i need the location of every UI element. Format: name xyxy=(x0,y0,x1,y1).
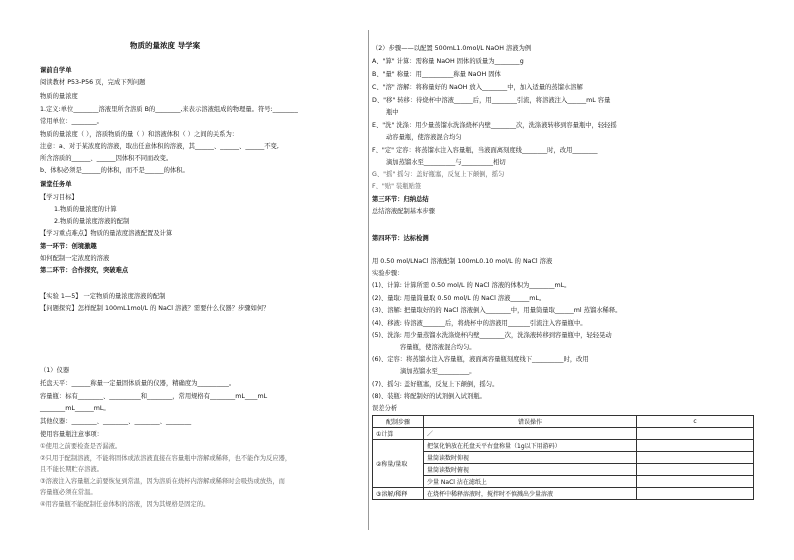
note-a: 注意：a、对于某浓度的溶液，取出任意体积的溶液，其______、______、______不变, xyxy=(40,143,279,150)
link-1-question: 如何配制一定浓度的溶液 xyxy=(40,255,110,262)
test-step-6: (6)、定容：将蒸馏水注入容量瓶，液面离容量瓶刻度线下__________时，改用 xyxy=(372,356,589,363)
page-title: 物质的量浓度 导学案 xyxy=(130,41,201,50)
column-divider xyxy=(368,30,369,530)
step-c: C、"溶" 溶解：将称量好的 NaOH 放入________中，加入适量的蒸馏水溶解 xyxy=(372,84,583,91)
goal-item-1: 1.物质的量浓度的计算 xyxy=(54,206,117,213)
step-e-cont: 动容量瓶，使溶液混合均匀 xyxy=(386,134,462,141)
test-step-8: (8)、装瓶: 将配制好的试剂倒入试剂瓶。 xyxy=(372,393,486,400)
row-c-cell xyxy=(637,464,754,476)
balance-line: 托盘天平：______称量一定量固体质量的仪器，精确度为__________。 xyxy=(40,380,236,387)
pre-class-heading: 课前自学单 xyxy=(40,67,72,74)
row-operation-cell: 量筒读数时俯视 xyxy=(424,464,637,476)
test-task: 用 0.50 mol/LNaCl 溶液配制 100mL0.10 mol/L 的 NaCl 溶液 xyxy=(372,258,553,265)
definition-line: 1.定义:单位________溶液里所含溶质 B的________,来表示溶液组成的物理量。符号:________ xyxy=(40,106,298,113)
step-f-cont: 滴加蒸馏水至__________与__________相切 xyxy=(386,159,506,166)
link-3-text: 总结溶液配制基本步骤 xyxy=(372,208,435,215)
row-c-cell xyxy=(637,440,754,452)
notice-2-cont: 且不能长期贮存溶液。 xyxy=(40,466,103,473)
error-analysis-table xyxy=(372,415,754,500)
row-step-cell: ③溶解/稀释 xyxy=(373,488,424,500)
notice-3: ③溶液注入容量瓶之前要恢复到常温，因为溶质在烧杯内溶解或稀释时会吸热或放热，而 xyxy=(40,478,285,485)
step-a: A、"算" 计算：需称量 NaOH 固体的质量为________g xyxy=(372,58,524,65)
table-row xyxy=(373,452,754,464)
step-d: D、"移" 转移：待烧杯中溶液______后，用________引流，将溶液注入______mL 容量 xyxy=(372,97,611,104)
task-heading: 课堂任务单 xyxy=(40,181,72,188)
notice-4: ④用容量瓶不能配制任意体积的溶液，因为其规格是固定的。 xyxy=(40,501,210,508)
steps-heading: （2）步骤——以配置 500mL1.0mol/L NaOH 溶液为例 xyxy=(372,45,532,52)
relation-line: 物质的量浓度（ ），溶质物质的量（ ）和溶液体积（ ）之间的关系为： xyxy=(40,131,239,138)
section-link-2: 第二环节：合作探究，突破难点 xyxy=(40,267,129,274)
step-f: F、"定" 定容：将蒸馏水注入容量瓶，当液面离刻度线________时，改用________ xyxy=(372,147,598,154)
key-point: 【学习重点难点】物质的量浓度溶液配置及计算 xyxy=(40,230,173,237)
experiment-question: 【问题探究】怎样配制 100mL1mol/L 的 NaCl 溶液？需要什么仪器？步骤如何？ xyxy=(40,305,270,312)
row-c-cell xyxy=(637,488,754,500)
header-step: 配制步骤 xyxy=(373,416,424,428)
goal-heading: 【学习目标】 xyxy=(40,194,78,201)
row-operation-cell: 量筒读数时仰视 xyxy=(424,452,637,464)
table-row xyxy=(373,428,754,440)
table-row xyxy=(373,440,754,452)
test-steps-heading: 实验步骤： xyxy=(372,270,404,277)
test-step-2: (2)、量取: 用量筒量取 0.50 mol/L 的 NaCl 溶液______mL。 xyxy=(372,295,546,302)
row-c-cell xyxy=(637,452,754,464)
notice-heading: 使用容量瓶注意事项： xyxy=(40,431,103,438)
test-step-7: (7)、摇匀: 盖好瓶塞，反复上下颠倒，摇匀。 xyxy=(372,381,499,388)
table-header-row xyxy=(373,416,754,428)
error-analysis-heading: 误差分析 xyxy=(372,405,398,412)
step-g: G、"摇" 摇匀：盖好瓶塞，反复上下颠倒，摇匀 xyxy=(372,171,505,178)
row-step-cell: ②称量/量取 xyxy=(373,440,424,488)
test-step-4: (4)、移液: 待溶液_______后，将烧杯中的溶液用_______引流注入容量瓶中。 xyxy=(372,320,587,327)
section-link-1: 第一环节：创境激趣 xyxy=(40,243,97,250)
row-operation-cell: ／ xyxy=(424,428,637,440)
row-step-cell: ①计算 xyxy=(373,428,424,440)
note-a-cont: 所含溶质的______、______因体积不同而改变。 xyxy=(40,155,173,162)
row-operation-cell: 少量 NaCl 沾在滤纸上 xyxy=(424,476,637,488)
table-row xyxy=(373,464,754,476)
section-link-4: 第四环节：达标检测 xyxy=(372,235,429,242)
pre-class-intro: 阅读教材 P53-P56 页，完成下列问题 xyxy=(40,79,146,86)
header-operation: 错误操作 xyxy=(424,416,637,428)
test-step-6-cont: 滴加蒸馏水至__________。 xyxy=(400,368,476,375)
note-b: b、体积必须是______的体积，而不是______的体积。 xyxy=(40,167,189,174)
test-step-5: (5)、洗涤: 用少量蒸馏水洗涤烧杯内壁________次，洗涤液转移到容量瓶中，轻轻晃动 xyxy=(372,332,612,339)
step-d-cont: 瓶中 xyxy=(386,109,399,116)
concept-heading: 物质的量浓度 xyxy=(40,93,78,100)
table-row xyxy=(373,476,754,488)
test-step-1: (1)、计算: 计算所需 0.50 mol/L 的 NaCl 溶液的体积为________mL。 xyxy=(372,282,571,289)
unit-line: 常用单位：________。 xyxy=(40,118,103,125)
row-operation-cell: 把氢化钠放在托盘天平右盘称量（1g以下用游码） xyxy=(424,440,637,452)
notice-1: ①使用之前要检查是否漏液。 xyxy=(40,443,122,450)
step-b: B、"量" 称量：用__________称量 NaOH 固体 xyxy=(372,71,501,78)
test-step-3: (3)、溶解: 把量取好的的 NaCl 溶液倒入________中，用量筒量取______ml 蒸馏水稀释。 xyxy=(372,307,622,314)
section-link-3: 第三环节：归纳总结 xyxy=(372,196,429,203)
row-operation-cell: 在烧杯中稀释溶液时，搅拌时不慎溅出少量溶液 xyxy=(424,488,637,500)
goal-item-2: 2.物质的量浓度溶液的配制 xyxy=(54,218,130,225)
header-c: c xyxy=(637,416,754,428)
test-step-5-cont: 容量瓶，使溶液混合均匀。 xyxy=(400,344,476,351)
table-row xyxy=(373,488,754,500)
notice-2: ②只用于配制溶液，不能将固体或浓溶液直接在容量瓶中溶解或稀释，也不能作为反应器， xyxy=(40,455,292,462)
instrument-heading: （1）仪器 xyxy=(40,367,70,374)
flask-line-2: ________mL______mL。 xyxy=(40,405,110,412)
row-c-cell xyxy=(637,476,754,488)
other-instruments: 其他仪器：________、________、________、________ xyxy=(40,418,192,425)
row-c-cell xyxy=(637,428,754,440)
notice-3-cont: 容量瓶必须在常温。 xyxy=(40,489,97,496)
step-e: E、"洗" 洗涤：用少量蒸馏水洗涤烧杯内壁________次，洗涤液转移到容量瓶中，轻轻摇 xyxy=(372,122,617,129)
step-h: F、"贴" 装瓶贴签 xyxy=(372,183,422,190)
experiment-title: 【实验 1—5】 一定物质的量浓度溶液的配制 xyxy=(40,293,166,300)
flask-line-1: 容量瓶：标有________、__________和________，常用规格有________mL____mL xyxy=(40,393,268,400)
